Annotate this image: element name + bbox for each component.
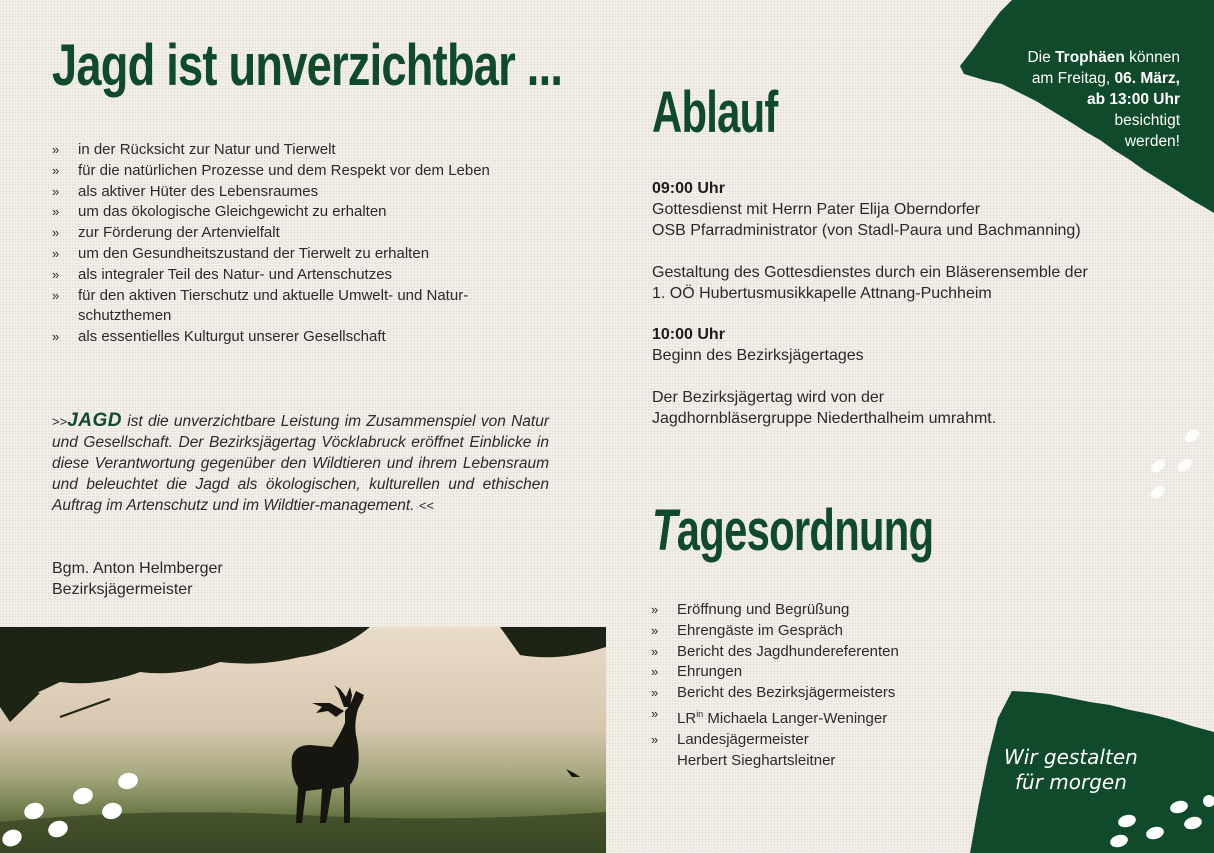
list-item: » als essentielles Kulturgut unserer Gesellschaft (52, 327, 522, 348)
bullet-guillemet-icon: » (651, 664, 659, 680)
list-item: » Ehrungen (651, 662, 951, 683)
bullet-guillemet-icon: » (52, 287, 60, 303)
list-item: » als aktiver Hüter des Lebensraumes (52, 182, 522, 203)
bullet-guillemet-icon: » (651, 602, 659, 617)
schedule-time: 10:00 Uhr (652, 326, 725, 343)
schedule-text: Jagdhornbläsergruppe Niederthalheim umrahmt. (652, 410, 997, 427)
slogan-line-2: für morgen (1015, 770, 1127, 794)
quote-body: ist die unverzichtbare Leistung im Zusammenspiel von Natur und Gesellschaft. Der Bezirksjägertag Vöcklabruck eröffnet Einblicke in diese Verantwortung gegenüber den Wildtieren und ihrem Lebensraum und beleuchtet die Jagd als ökologischen, kulturellen und ethischen Auftrag im Artenschutz und im Wildtier-management. (52, 413, 549, 514)
hoofprints-photo-icon (0, 765, 145, 853)
list-item: » für den aktiven Tierschutz und aktuelle Umwelt- und Natur-schutzthemen (52, 286, 469, 325)
bullet-guillemet-icon: » (651, 643, 659, 659)
intro-quote (52, 410, 549, 516)
schedule-text: 1. OÖ Hubertusmusikkapelle Attnang-Puchheim (652, 285, 992, 302)
reasons-list (52, 140, 522, 348)
schedule-block-0900 (652, 178, 1152, 241)
schedule-block-horns (652, 387, 1152, 429)
section-title-ablauf: Ablauf (652, 80, 778, 145)
quote-open-mark: >> (52, 414, 68, 429)
schedule-block-1000 (652, 324, 1152, 366)
schedule-text: Beginn des Bezirksjägertages (652, 347, 864, 364)
bullet-guillemet-icon: » (52, 245, 60, 261)
schedule-text: OSB Pfarradministrator (von Stadl-Paura und Bachmanning) (652, 222, 1081, 239)
section-title-tagesordnung: Tagesordnung (652, 498, 934, 563)
schedule-text: Gestaltung des Gottesdienstes durch ein Bläserensemble der (652, 264, 1088, 281)
bullet-guillemet-icon: » (52, 183, 60, 199)
bullet-guillemet-icon: » (52, 162, 60, 178)
list-item: » zur Förderung der Artenvielfalt (52, 223, 522, 244)
trophy-viewing-note: Die Trophäen können am Freitag, 06. März, ab 13:00 Uhr besichtigt werden! (1027, 49, 1180, 150)
schedule-text: Gottesdienst mit Herrn Pater Elija Oberndorfer (652, 201, 981, 218)
list-item: » für die natürlichen Prozesse und dem Respekt vor dem Leben (52, 161, 522, 182)
list-item: » $LR^{in}$ Michaela Langer-Weninger (651, 705, 888, 727)
signature (52, 558, 223, 600)
bullet-guillemet-icon: » (52, 266, 60, 282)
list-item: » Bericht des Jagdhundereferenten (651, 642, 951, 663)
bullet-guillemet-icon: » (651, 685, 659, 701)
schedule-text: Der Bezirksjägertag wird von der (652, 389, 885, 406)
signature-role: Bezirksjägermeister (52, 581, 193, 598)
list-item: » Bericht des Bezirksjägermeisters (651, 683, 951, 704)
bullet-guillemet-icon: » (651, 705, 659, 721)
list-item: » in der Rücksicht zur Natur und Tierwelt (52, 140, 522, 161)
main-headline: Jagd ist unverzichtbar ... (52, 33, 563, 98)
bullet-guillemet-icon: » (52, 329, 60, 345)
bullet-guillemet-icon: » (52, 225, 60, 241)
schedule-block-music (652, 262, 1152, 304)
list-item: » um den Gesundheitszustand der Tierwelt zu erhalten (52, 244, 522, 265)
agenda-list (651, 600, 951, 771)
bullet-guillemet-icon: » (52, 142, 60, 157)
list-item: » Landesjägermeister Herbert Sieghartsleitner (651, 730, 836, 769)
quote-close-mark: << (418, 498, 435, 513)
list-item: » als integraler Teil des Natur- und Artenschutzes (52, 265, 522, 286)
hoofprints-faded-icon (1140, 420, 1214, 504)
signature-name: Bgm. Anton Helmberger (52, 560, 223, 577)
list-item: » um das ökologische Gleichgewicht zu erhalten (52, 202, 522, 223)
bullet-guillemet-icon: » (52, 204, 60, 220)
hoofprints-icon (1105, 795, 1214, 853)
slogan (1004, 745, 1138, 795)
bullet-guillemet-icon: » (651, 622, 659, 638)
list-item: » Eröffnung und Begrüßung (651, 600, 951, 621)
quote-lead-word: JAGD (67, 410, 122, 431)
list-item: » Ehrengäste im Gespräch (651, 621, 951, 642)
schedule-time: 09:00 Uhr (652, 180, 725, 197)
slogan-line-1: Wir gestalten (1004, 745, 1138, 769)
bullet-guillemet-icon: » (651, 731, 659, 747)
